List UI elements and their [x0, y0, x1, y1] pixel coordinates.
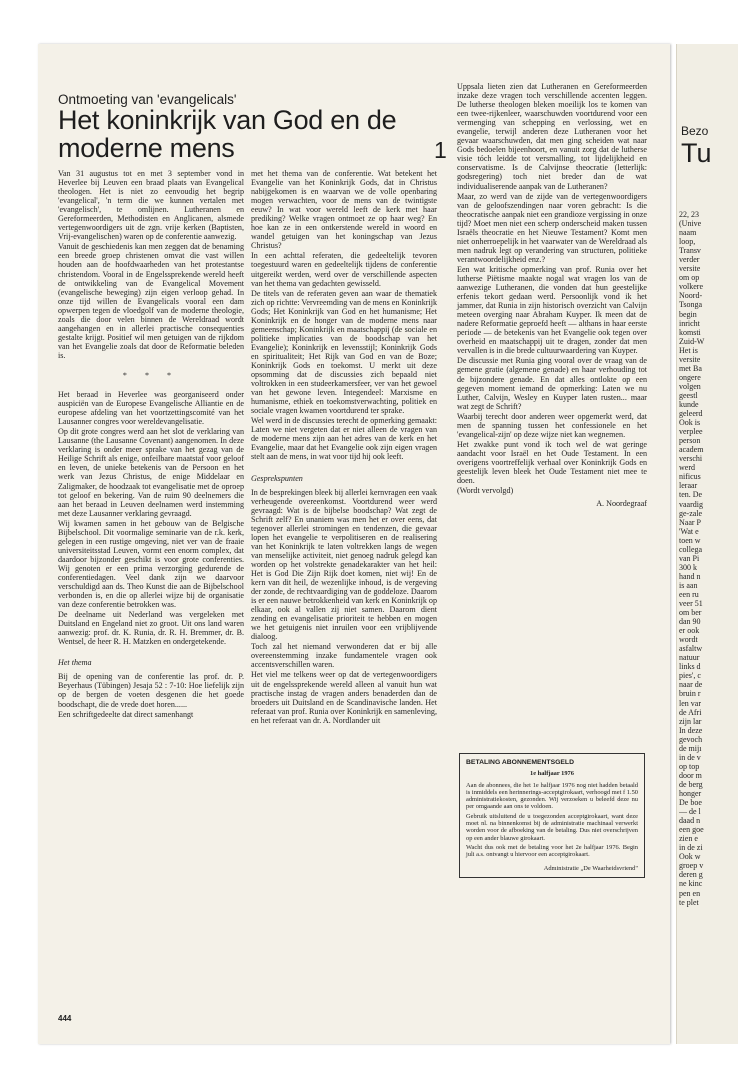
adjacent-line: ten. De — [679, 490, 703, 500]
adjacent-line: ne kinc — [679, 879, 703, 889]
adjacent-line: person — [679, 436, 701, 446]
adjacent-line: len var — [679, 698, 701, 708]
adjacent-line: geleerd — [679, 409, 703, 419]
adjacent-line: werd — [679, 463, 695, 473]
adjacent-kicker: Bezo — [681, 124, 709, 138]
adjacent-line: 22, 23 — [679, 210, 699, 219]
adjacent-line: verplee — [679, 427, 703, 437]
body-paragraph: In de besprekingen bleek bij allerlei kernvragen een vaak verheugende overeenkomst. Voortdurend weer werd gevraagd: Wat is de bijbelse boodschap? Wat zegt de Schrift zelf? En unaniem was men het er over eens, dat tegenover allerlei stromingen en tendenzen, die gevaar lopen het evangelie te verpolitiseren en de realisering van het Koninkrijk te laten voltrekken langs de wegen van menselijke activiteit, niet genoeg nadruk gelegd kan worden op het volstrekte genadekarakter van het heil: Het is God Die Zijn Rijk doet komen, niet wij! En de kern van dit heil, de wezenlijke inhoud, is de vergeving der zonde, de rechtvaardiging van de goddeloze. Daarom is er een nauwe betrokkenheid van kerk en Koninkrijk op elkaar, ook al vallen zij niet samen. Daarom dient zending en evangelisatie prioriteit te hebben en mogen we het getuigenis niet inruilen voor een vrijblijvende dialoog. — [251, 487, 437, 642]
adjacent-line: om op — [679, 273, 700, 283]
adjacent-line: is aan — [679, 580, 698, 590]
section-heading: Het thema — [58, 658, 92, 668]
adjacent-line: versite — [679, 264, 701, 274]
continued-note: (Wordt vervolgd) — [457, 486, 514, 496]
adjacent-line: Zuid-W — [679, 336, 705, 346]
adjacent-line: daad n — [679, 816, 701, 826]
adjacent-line: er ook — [679, 626, 700, 636]
adjacent-line: toen w — [679, 535, 701, 545]
body-paragraph: Vanuit de geschiedenis kan men zeggen dat de benaming een breede groep christenen omvat die vast willen houden aan de hoofdwaarheden van het protestantse christendom. Vooral in de Engelssprekende wereld heeft de ontwikkeling van de Evangelical Movement (evangelische beweging) zijn eigen verloop gehad. In onze tijd willen de Evangelicals vooral een dam opwerpen tegen de vloedgolf van de moderne theologie, zoals die door velen binnen de Wereldraad wordt aangehangen en in allerlei practische consequenties gestalte krijgt. Positief wil men getuigen van de rijkdom van het Evangelie zoals dat door de Reformatie beleden is. — [58, 242, 244, 360]
adjacent-line: een ru — [679, 589, 699, 599]
adjacent-line: komsti — [679, 327, 701, 337]
adjacent-line: honger — [679, 789, 702, 798]
adjacent-line: Het is — [679, 345, 698, 355]
notice-signature: Administratie „De Waarheidsvriend" — [543, 864, 638, 872]
adjacent-line: de Afri — [679, 707, 702, 717]
adjacent-line: (Unive — [679, 219, 702, 229]
section-divider: * * * — [122, 370, 180, 380]
adjacent-line: inricht — [679, 318, 700, 328]
body-paragraph: Maar, zo werd van de zijde van de vertegenwoordigers van de geloofszendingen naar voren gebracht: Is die theocratische aanpak niet een grandioze vergissing in onze tijd? Moet men niet een scherp onderscheid maken tussen Israëls theocratie en het Nieuwe Testament? Komt men niet onherroepelijk in het vaarwater van de Wereldraad als men nadruk legt op verandering van structuren, politieke verantwoordelijkheid enz.? — [457, 191, 647, 264]
article-part-number: 1 — [434, 137, 447, 163]
article-column-2 — [251, 169, 437, 726]
adjacent-line: nificus — [679, 472, 701, 482]
adjacent-line: om ber — [679, 608, 702, 618]
adjacent-line: academ — [679, 445, 704, 455]
article-headline: Het koninkrijk van God en de moderne mens — [58, 105, 397, 163]
adjacent-line: leraar — [679, 481, 698, 491]
notice-paragraph: Wacht dus ook met de betaling voor het 2e halfjaar 1976. Begin juli a.s. ontvangt u hiervoor een acceptgirokaart. — [466, 843, 638, 859]
adjacent-line: versite — [679, 354, 701, 364]
adjacent-line: verschi — [679, 454, 703, 464]
adjacent-line: — de l — [679, 807, 701, 817]
adjacent-line: loop, — [679, 237, 696, 247]
article-kicker: Ontmoeting van 'evangelicals' — [58, 92, 237, 107]
adjacent-line: naar de — [679, 680, 703, 690]
adjacent-line: Naar P — [679, 517, 701, 527]
adjacent-line: Noord- — [679, 291, 703, 301]
adjacent-line: zijn lar — [679, 716, 702, 726]
body-paragraph: Een schriftgedeelte dat direct samenhangt — [58, 709, 194, 719]
adjacent-line: natuur — [679, 653, 700, 663]
adjacent-line: Tsonga — [679, 300, 702, 310]
adjacent-line: naam — [679, 228, 697, 238]
notice-title: BETALING ABONNEMENTSGELD — [466, 759, 574, 766]
adjacent-line: 300 k — [679, 562, 697, 572]
notice-subtitle: 1e halfjaar 1976 — [530, 770, 574, 778]
page-number: 444 — [58, 1014, 72, 1023]
adjacent-line: met Ba — [679, 363, 702, 373]
adjacent-line: in de zi — [679, 843, 703, 853]
adjacent-line: te plet — [679, 897, 699, 907]
adjacent-line: De boe — [679, 798, 702, 808]
adjacent-page — [676, 44, 738, 1044]
adjacent-line: deren g — [679, 870, 703, 880]
adjacent-line: dan 90 — [679, 617, 701, 627]
adjacent-line: 'Wat e — [679, 526, 699, 536]
body-paragraph: In een achttal referaten, die gedeeltelijk tevoren toegestuurd waren en gedeeltelijk tijdens de conferentie uitgereikt werden, werd over de verschillende aspecten van het thema van gedachten gewisseld. — [251, 251, 437, 288]
adjacent-line: geestl — [679, 390, 698, 400]
article-column-1 — [58, 169, 244, 720]
body-paragraph: Van 31 augustus tot en met 3 september vond in Heverlee bij Leuven een braad plaats van Evangelical theologen. Het is niet zo eenvoudig het begrip 'evangelical', 'n term die we kunnen vertalen met 'evangelisch', te omlijnen. Lutheranen en Gereformeerden, Methodisten en Anglicanen, alsmede vertegenwoordigers uit de zgn. vrije kerken (Baptisten, Vrij-evangelischen) waren op de conferentie aanwezig. — [58, 169, 244, 242]
notice-paragraph: Aan de abonnees, die het 1e halfjaar 1976 nog niet hadden betaald is inmiddels een herinnerings-acceptgirokaart, verhoogd met f 1.50 administratiekosten, gezonden. Wij verzoeken u beleefd deze nu per omgaande aan ons te voldoen. — [466, 781, 638, 811]
body-paragraph: Het beraad in Heverlee was georganiseerd onder auspiciën van de Europese Evangelische Alliantie en de europese afdeling van het voortzettingscomité van het Lausanner congres voor wereldevangelisatie. — [58, 390, 244, 427]
adjacent-line: Transv — [679, 246, 701, 256]
body-paragraph: met het thema van de conferentie. Wat betekent het Evangelie van het Koninkrijk Gods, dat in Christus nabijgekomen is en waarvan we de volle openbaring mogen verwachten, voor de mens van de twintigste eeuw? In wat voor wereld leeft de kerk met haar prediking? Welke vragen ontmoet ze op haar weg? En hoe kan ze in een ontkerstende wereld in woord en wandel getuigen van het koningschap van Jezus Christus? — [251, 169, 437, 251]
body-paragraph: Waarbij terecht door anderen weer opgemerkt werd, dat men de spanning tussen het confessionele en het 'evangelical-zijn' op deze wijze niet kan wegnemen. — [457, 411, 647, 439]
adjacent-line: bruin r — [679, 689, 701, 699]
body-paragraph: Het viel me telkens weer op dat de vertegenwoordigers uit de engelssprekende wereld alleen al vanuit hun wat practische instag de vragen anders benaderden dan de broeders uit Duitsland en de Scandinavische landen. Het referaat van prof. Runia over Koninkrijk en samenleving, en het referaat van dr. A. Nordlander uit — [251, 670, 437, 725]
adjacent-line: volgen — [679, 381, 701, 391]
body-paragraph: De deelname uit Nederland was vergeleken met Duitsland en Engeland niet zo groot. Uit ons land waren aanwezig: prof. dr. K. Runia, dr. R. H. Bremmer, dr. B. Wentsel, de heer R. H. Matzken en ondergetekende. — [58, 610, 244, 647]
adjacent-line: In deze — [679, 725, 703, 735]
adjacent-line: ongere — [679, 372, 701, 382]
article-column-3 — [457, 82, 647, 509]
adjacent-line: Ook w — [679, 852, 701, 862]
body-paragraph: De titels van de referaten geven aan waar de thematiek zich op richtte: Vervreemding van de mens en Koninkrijk Gods; Het Koninkrijk van God en het humanisme; Het Koninkrijk en de honger van de moderne mens naar gemeenschap; Koninkrijk en maatschappij (de sociale en politieke implicaties van de boodschap van het Evangelie); Koninkrijk en levensstijl; Koninkrijk Gods en spiritualiteit; Het Rijk van God en van de Boze; Koninkrijk Gods en toekomst. U merkt uit deze opsomming dat de discussies zich bepaald niet voltrokken in een studeerkamersfeer, ver van het gewoel van het gewone leven. Integendeel: Marxisme en humanisme, ethiek en toekomstverwachting, politiek en sociale vragen kwamen voortdurend ter sprake. — [251, 288, 437, 416]
subscription-notice — [459, 753, 645, 878]
adjacent-column — [679, 210, 738, 907]
adjacent-line: de berg — [679, 779, 703, 789]
adjacent-line: begin — [679, 309, 697, 319]
adjacent-line: wordt — [679, 635, 698, 645]
body-paragraph: Een wat kritische opmerking van prof. Runia over het lutherse Piëtisme maakte nogal wat vragen los van de aanwezige Lutheranen, die vonden dat hun geestelijke erfenis tekort gedaan werd. Persoonlijk vond ik het jammer, dat Runia in zijn historisch overzicht van Calvijn meteen overging naar Abraham Kuyper. Ik meen dat de nadere Reformatie geproefd heeft — althans in haar eerste periode — de betekenis van het Evangelie ook tegen over overheid en maatschappij uit te dragen, zonder dat men vervallen is in die brede cultuurwaardering van Kuyper. — [457, 264, 647, 356]
notice-paragraph: Gebruik uitsluitend de u toegezonden acceptgirokaart, want deze moet nl. na binnenkomst bij de administratie machinaal verwerkt worden voor de afboeking van de betaling. Dus niet overschrijven op een ander blauwe girokaart. — [466, 812, 638, 842]
adjacent-line: kunde — [679, 399, 699, 409]
adjacent-line: volkere — [679, 282, 703, 292]
body-paragraph: Uppsala lieten zien dat Lutheranen en Gereformeerden inzake deze vragen toch verschillende accenten leggen. De lutherse theologen bleken moeilijk los te komen van een twee-rijkenleer, waarschuwden voortdurend voor een vermenging van schepping en verlossing, wet en evangelie, terwijl anderen deze Lutheranen voor het gevaar waarschuwden, dat men ging scheiden wat naar Gods bedoelen bijeenhoort, en vanuit zorg dat de lutherse visie tóch leidde tot versmalling, tot lijdelijkheid en conservatisme. Is de Calvijnse theocratie (letterlijk: godsregering) toch niet breder dan de wat individualiserende aanpak van de Lutheranen? — [457, 82, 647, 191]
section-heading: Gesprekspunten — [251, 473, 303, 483]
adjacent-line: in de v — [679, 752, 701, 762]
body-paragraph: Wel werd in de discussies terecht de opmerking gemaakt: Laten we niet vergeten dat er niet alleen de vragen van de moderne mens zijn aan het adres van de kerk en het Evangelie, maar dat het Evangelie ook zijn eigen vragen stelt aan de mens, in wat voor tijd hij ook leeft. — [251, 416, 437, 462]
adjacent-line: vaardig — [679, 499, 703, 509]
adjacent-line: Ook is — [679, 418, 701, 428]
body-paragraph: Toch zal het niemand verwonderen dat er bij alle overeenstemming inzake fundamentele vragen ook accentsverschillen waren. — [251, 642, 437, 670]
adjacent-line: op top — [679, 761, 700, 771]
adjacent-line: verder — [679, 255, 700, 265]
adjacent-line: de mijı — [679, 743, 702, 753]
adjacent-line: pen en — [679, 888, 701, 898]
body-paragraph: De discussie met Runia ging vooral over de vraag van de gemene gratie (algemene genade) en haar verhouding tot de bijzondere genade. En dat alles ontlokte op een gegeven moment iemand de opmerking: Laten we nu Luther, Calvijn, Wesley en Kuyper laten rusten... maar wat zegt de Schrift? — [457, 356, 647, 411]
author-signature: A. Noordegraaf — [596, 499, 647, 509]
adjacent-line: asfaltw — [679, 644, 703, 654]
adjacent-line: veer 51 — [679, 599, 703, 609]
adjacent-line: pies', c — [679, 671, 701, 681]
adjacent-line: links d — [679, 662, 701, 672]
adjacent-line: collega — [679, 544, 703, 554]
adjacent-line: gevoch — [679, 734, 703, 744]
adjacent-line: van Pi — [679, 553, 700, 563]
body-paragraph: Bij de opening van de conferentie las prof. dr. P. Beyerhaus (Tübingen) Jesaja 52 : 7-10: Hoe liefelijk zijn op de bergen de voeten desgenen die het goede boodschapt, die de vrede doet horen...... — [58, 672, 244, 709]
adjacent-line: door m — [679, 770, 702, 780]
adjacent-line: een goe — [679, 825, 704, 835]
adjacent-line: groep v — [679, 861, 704, 871]
adjacent-line: zien e — [679, 834, 698, 844]
adjacent-line: hand n — [679, 571, 701, 581]
body-paragraph: Het zwakke punt vond ik toch wel de wat geringe aandacht voor Israël en het Oude Testament. In een overigens voortreffelijk verhaal over Koninkrijk Gods en geestelijk leven bleek het Oude Testament niet mee te doen. — [457, 439, 647, 486]
body-paragraph: Wij kwamen samen in het gebouw van de Belgische Bijbelschool. Dit voormalige seminarie van de r.k. kerk, gelegen in een rustige omgeving, niet ver van de fraaie universiteitsstad Leuven, vormt een enorm complex, dat daardoor bijzonder geschikt is voor grote conferenties. Wij genoten er een prima verzorging gedurende de conferentiedagen. Veel dank zijn we daarvoor verschuldigd aan ds. Theo Kunst die aan de Bijbelschool verbonden is, en die op allerlei wijze bij de organisatie van deze conferentie betrokken was. — [58, 518, 244, 610]
body-paragraph: Op dit grote congres werd aan het slot de verklaring van Lausanne (the Lausanne Covenant) aangenomen. In deze verklaring is onder meer sprake van het gezag van de Heilige Schrift als enige, onfeilbare maatstaf voor geloof en leven, de unieke betekenis van de Persoon en het werk van Jezus Christus, de enige Middelaar en Zaligmaker, de hoodzaak tot evangelisatie met de oproep tot geloof en bekering. Van de ruim 90 deelnemers die aan het beraad in Leuven deelnamen werd instemming met deze Lausanner verklaring gevraagd. — [58, 427, 244, 518]
adjacent-line: ge-zale — [679, 508, 703, 518]
adjacent-headline: Tu — [681, 138, 712, 168]
